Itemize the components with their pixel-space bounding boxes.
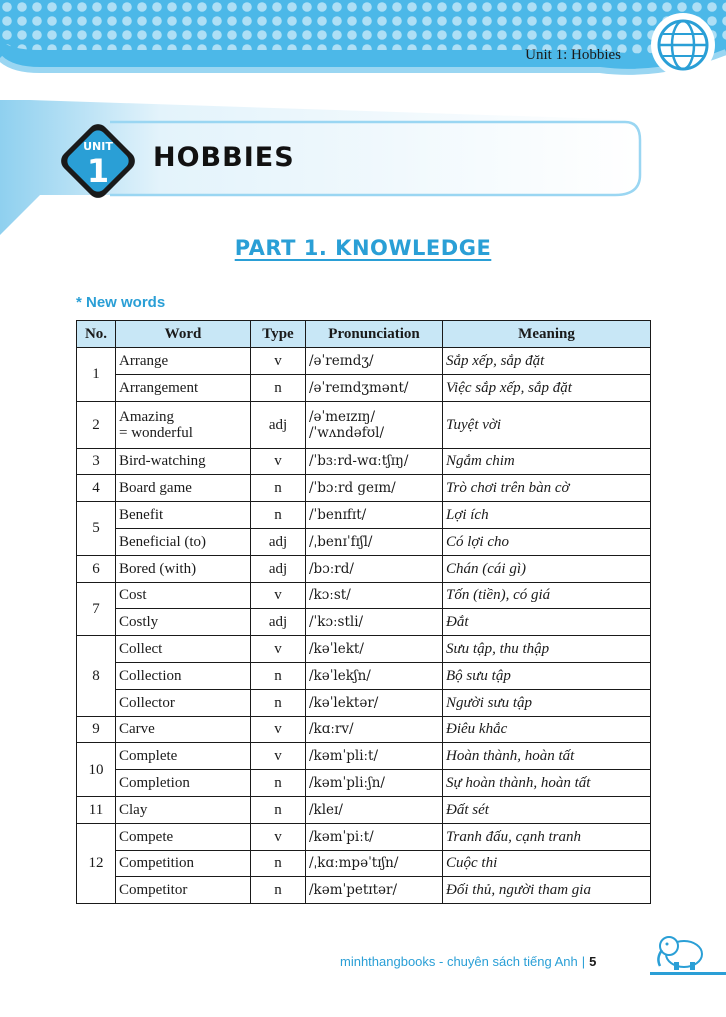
type-cell: v <box>251 743 306 770</box>
type-cell: adj <box>251 401 306 448</box>
type-cell: v <box>251 716 306 743</box>
globe-logo-icon <box>648 10 718 80</box>
footer-rule <box>650 972 726 975</box>
pronunciation-text-alt: /ˈwʌndəfʊl/ <box>309 424 385 441</box>
unit-title: HOBBIES <box>153 142 295 173</box>
header-pronunciation: Pronunciation <box>306 321 443 348</box>
part-title: PART 1. KNOWLEDGE <box>234 236 492 260</box>
pronunciation-text: /əˈmeɪzɪŋ/ <box>309 408 376 425</box>
type-cell: n <box>251 689 306 716</box>
word-cell <box>116 528 251 555</box>
table-row <box>77 716 651 743</box>
meaning-cell: Có lợi cho <box>443 528 651 555</box>
word-text: Beneficial (to) <box>119 533 207 550</box>
pronunciation-cell <box>306 636 443 663</box>
word-text: Arrange <box>119 352 169 369</box>
word-cell <box>116 689 251 716</box>
meaning-cell: Đối thủ, người tham gia <box>443 877 651 904</box>
pronunciation-cell <box>306 796 443 823</box>
pronunciation-text: /kəmˈpetɪtər/ <box>309 882 398 899</box>
word-text: Collector <box>119 694 175 711</box>
word-text: Compete <box>119 828 174 845</box>
header-word: Word <box>116 321 251 348</box>
pronunciation-cell <box>306 877 443 904</box>
pronunciation-text: /bɔːrd/ <box>309 560 354 577</box>
pronunciation-text: /ˈbenɪfɪt/ <box>309 507 367 524</box>
pronunciation-cell <box>306 475 443 502</box>
table-row <box>77 374 651 401</box>
word-cell <box>116 401 251 448</box>
pronunciation-cell <box>306 502 443 529</box>
table-row <box>77 528 651 555</box>
meaning-cell: Bộ sưu tập <box>443 662 651 689</box>
row-number: 2 <box>77 401 116 448</box>
meaning-cell: Sự hoàn thành, hoàn tất <box>443 770 651 797</box>
type-cell: v <box>251 448 306 475</box>
pronunciation-cell <box>306 401 443 448</box>
row-number: 11 <box>77 796 116 823</box>
word-text: Costly <box>119 614 159 631</box>
row-number: 12 <box>77 823 116 903</box>
pronunciation-cell <box>306 689 443 716</box>
header-type: Type <box>251 321 306 348</box>
unit-number: 1 <box>86 152 110 190</box>
pronunciation-text: /kɑːrv/ <box>309 721 354 738</box>
meaning-cell: Người sưu tập <box>443 689 651 716</box>
meaning-cell: Tốn (tiền), có giá <box>443 582 651 609</box>
table-header-row <box>77 321 651 348</box>
table-row <box>77 850 651 877</box>
meaning-cell: Ngắm chim <box>443 448 651 475</box>
word-text: Board game <box>119 480 192 497</box>
meaning-cell: Đắt <box>443 609 651 636</box>
header-meaning: Meaning <box>443 321 651 348</box>
word-synonym: = wonderful <box>119 424 193 441</box>
type-cell: adj <box>251 528 306 555</box>
table-row <box>77 636 651 663</box>
meaning-cell: Tranh đấu, cạnh tranh <box>443 823 651 850</box>
word-cell <box>116 636 251 663</box>
meaning-cell: Hoàn thành, hoàn tất <box>443 743 651 770</box>
table-row <box>77 582 651 609</box>
pronunciation-cell <box>306 374 443 401</box>
word-cell <box>116 582 251 609</box>
meaning-cell: Việc sắp xếp, sắp đặt <box>443 374 651 401</box>
table-row <box>77 502 651 529</box>
word-cell <box>116 716 251 743</box>
pronunciation-text: /kəˈlekt/ <box>309 641 364 658</box>
table-row <box>77 401 651 448</box>
pronunciation-text: /ˈbɜːrd-wɑːtʃɪŋ/ <box>309 453 409 470</box>
pronunciation-cell <box>306 348 443 375</box>
type-cell: adj <box>251 609 306 636</box>
type-cell: adj <box>251 555 306 582</box>
type-cell: n <box>251 502 306 529</box>
word-cell <box>116 609 251 636</box>
type-cell: v <box>251 823 306 850</box>
pronunciation-text: /ˌkɑːmpəˈtɪʃn/ <box>309 855 399 872</box>
type-cell: n <box>251 374 306 401</box>
pronunciation-text: /əˈreɪndʒ/ <box>309 352 374 369</box>
pronunciation-text: /kəmˈpliːt/ <box>309 748 379 765</box>
table-row <box>77 689 651 716</box>
pronunciation-cell <box>306 850 443 877</box>
row-number: 4 <box>77 475 116 502</box>
table-row <box>77 348 651 375</box>
pronunciation-cell <box>306 770 443 797</box>
row-number: 1 <box>77 348 116 402</box>
page-number: 5 <box>589 954 597 969</box>
pronunciation-text: /ˌbenɪˈfɪʃl/ <box>309 533 373 550</box>
pronunciation-cell <box>306 716 443 743</box>
pronunciation-cell <box>306 528 443 555</box>
type-cell: n <box>251 850 306 877</box>
pronunciation-cell <box>306 743 443 770</box>
pronunciation-text: /əˈreɪndʒmənt/ <box>309 379 409 396</box>
meaning-cell: Đất sét <box>443 796 651 823</box>
word-cell <box>116 823 251 850</box>
meaning-cell: Tuyệt vời <box>443 401 651 448</box>
type-cell: v <box>251 636 306 663</box>
table-row <box>77 609 651 636</box>
word-cell <box>116 348 251 375</box>
row-number: 8 <box>77 636 116 716</box>
table-row <box>77 475 651 502</box>
table-row <box>77 555 651 582</box>
pronunciation-text: /kəmˈpliːʃn/ <box>309 775 385 792</box>
word-cell <box>116 448 251 475</box>
word-text: Arrangement <box>119 379 199 396</box>
elephant-mascot-icon <box>654 928 710 972</box>
word-cell <box>116 850 251 877</box>
pronunciation-text: /kəmˈpiːt/ <box>309 828 374 845</box>
meaning-cell: Cuộc thi <box>443 850 651 877</box>
type-cell: n <box>251 796 306 823</box>
pronunciation-text: /ˈkɔːstli/ <box>309 614 364 631</box>
pronunciation-text: /kəˈlektər/ <box>309 694 379 711</box>
word-cell <box>116 877 251 904</box>
pronunciation-text: /kɔːst/ <box>309 587 351 604</box>
table-row <box>77 743 651 770</box>
word-cell <box>116 743 251 770</box>
word-cell <box>116 796 251 823</box>
row-number: 7 <box>77 582 116 636</box>
table-row <box>77 877 651 904</box>
type-cell: v <box>251 582 306 609</box>
table-row <box>77 662 651 689</box>
meaning-cell: Chán (cái gì) <box>443 555 651 582</box>
pronunciation-cell <box>306 823 443 850</box>
row-number: 6 <box>77 555 116 582</box>
pronunciation-text: /kleɪ/ <box>309 801 343 818</box>
section-label: * New words <box>76 294 166 311</box>
pronunciation-cell <box>306 662 443 689</box>
word-cell <box>116 374 251 401</box>
word-text: Bored (with) <box>119 560 197 577</box>
row-number: 9 <box>77 716 116 743</box>
type-cell: n <box>251 662 306 689</box>
type-cell: n <box>251 475 306 502</box>
meaning-cell: Lợi ích <box>443 502 651 529</box>
pronunciation-cell <box>306 555 443 582</box>
unit-label: UNIT <box>83 140 113 153</box>
row-number: 10 <box>77 743 116 797</box>
meaning-cell: Sắp xếp, sắp đặt <box>443 348 651 375</box>
pronunciation-text: /kəˈlekʃn/ <box>309 667 371 684</box>
footer-text: minhthangbooks - chuyên sách tiếng Anh <box>340 954 578 969</box>
table-row <box>77 448 651 475</box>
type-cell: n <box>251 770 306 797</box>
meaning-cell: Trò chơi trên bàn cờ <box>443 475 651 502</box>
type-cell: n <box>251 877 306 904</box>
footer <box>340 954 596 969</box>
pronunciation-text: /ˈbɔːrd ɡeɪm/ <box>309 480 396 497</box>
top-dotted-banner <box>0 0 726 80</box>
word-cell <box>116 475 251 502</box>
word-text: Completion <box>119 775 190 792</box>
row-number: 5 <box>77 502 116 556</box>
word-cell <box>116 555 251 582</box>
table-row <box>77 796 651 823</box>
vocabulary-table <box>76 320 651 904</box>
table-row <box>77 770 651 797</box>
word-text: Clay <box>119 801 148 818</box>
word-text: Collect <box>119 641 163 658</box>
meaning-cell: Sưu tập, thu thập <box>443 636 651 663</box>
word-text: Collection <box>119 667 182 684</box>
footer-separator: | <box>581 954 586 969</box>
word-cell <box>116 770 251 797</box>
word-text: Amazing <box>119 408 174 425</box>
pronunciation-cell <box>306 582 443 609</box>
pronunciation-cell <box>306 609 443 636</box>
running-header: Unit 1: Hobbies <box>525 47 621 63</box>
word-text: Bird-watching <box>119 453 206 470</box>
word-text: Competition <box>119 855 194 872</box>
word-text: Complete <box>119 748 178 765</box>
header-no: No. <box>77 321 116 348</box>
word-text: Cost <box>119 587 147 604</box>
word-cell <box>116 662 251 689</box>
word-text: Carve <box>119 721 155 738</box>
table-body <box>77 348 651 904</box>
type-cell: v <box>251 348 306 375</box>
table-row <box>77 823 651 850</box>
word-cell <box>116 502 251 529</box>
meaning-cell: Điêu khắc <box>443 716 651 743</box>
word-text: Competitor <box>119 882 188 899</box>
row-number: 3 <box>77 448 116 475</box>
word-text: Benefit <box>119 507 164 524</box>
pronunciation-cell <box>306 448 443 475</box>
